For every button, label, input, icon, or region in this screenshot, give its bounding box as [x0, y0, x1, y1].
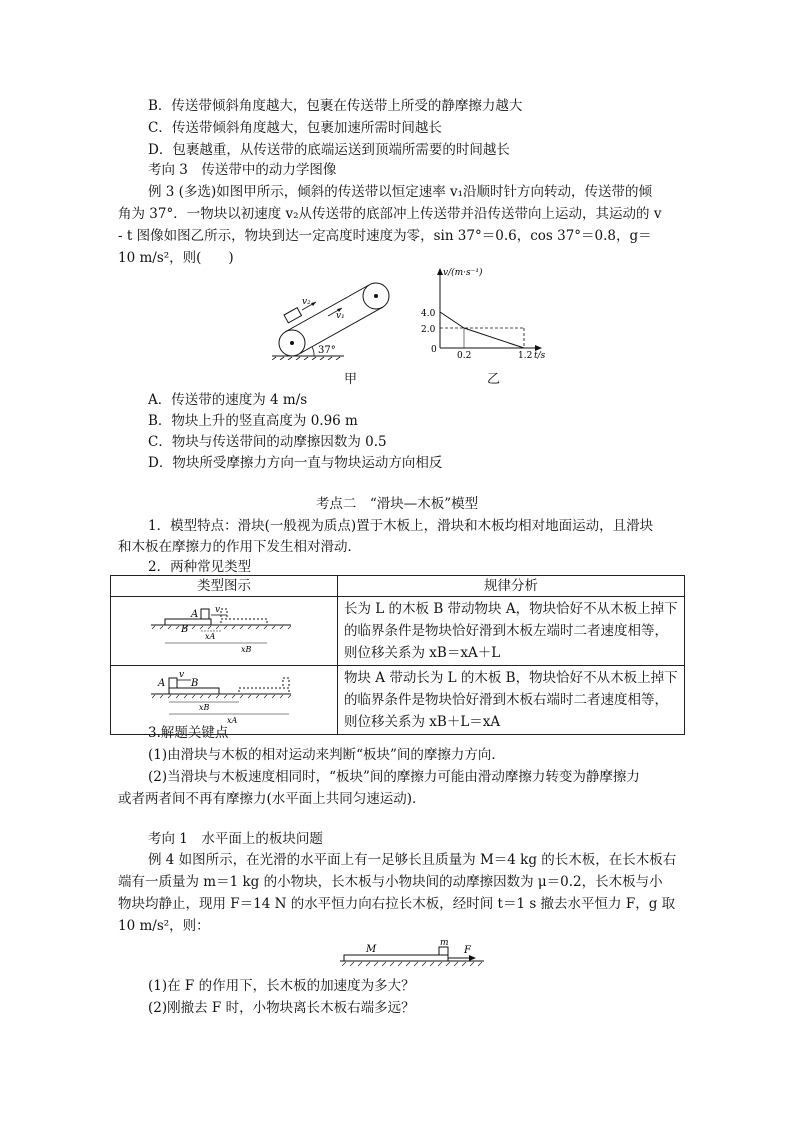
text-line: 3.解题关键点: [148, 725, 229, 741]
table-rule-cell: 物块 A 带动长为 L 的木板 B，物块恰好不从木板上掉下的临界条件是物块恰好滑到木板右端时二者速度相等，则位移关系为 xB＋L＝xA: [338, 666, 685, 735]
figure-yi-caption: 乙: [487, 372, 501, 387]
text-line: 考点二 “滑块—木板”模型: [315, 496, 479, 512]
table-diagram-cell: [111, 666, 338, 735]
table-header-rule: 规律分析: [338, 576, 685, 597]
block-a-label: A: [191, 609, 199, 620]
xa-label: xA: [205, 632, 216, 641]
board-b-label: B: [191, 678, 199, 689]
text-line: 例 4 如图所示，在光滑的水平面上有一足够长且质量为 M＝4 kg 的长木板，在长木板右: [148, 852, 677, 868]
board-mass-label: M: [366, 944, 377, 955]
text-line: 端有一质量为 m＝1 kg 的小物块，长木板与小物块间的动摩擦因数为 μ＝0.2，长木板与小: [118, 874, 663, 890]
text-line: C．传送带倾斜角度越大，包裹加速所需时间越长: [148, 120, 442, 136]
table-header-diagram: 类型图示: [111, 576, 338, 597]
text-line: (2)当滑块与木板速度相同时，“板块”间的摩擦力可能由滑动摩擦力转变为静摩擦力: [148, 769, 640, 785]
board-block-force-figure: [340, 935, 490, 969]
xa-label: xA: [227, 716, 238, 725]
v1-label: v₁: [336, 311, 345, 321]
board-drives-block-diagram: [111, 597, 337, 657]
text-line: 考向 3 传送带中的动力学图像: [148, 162, 337, 178]
velocity-label: v: [179, 670, 185, 680]
velocity-label: v: [215, 605, 221, 615]
text-line: (2)刚撤去 F 时，小物块离长木板右端多远？: [148, 1000, 415, 1016]
text-line: B．物块上升的竖直高度为 0.96 m: [148, 413, 358, 429]
block-a-label: A: [158, 678, 166, 689]
conveyor-belt-figure: [272, 276, 402, 360]
text-line: 和木板在摩擦力的作用下发生相对滑动．: [118, 539, 361, 555]
table-rule-cell: 长为 L 的木板 B 带动物块 A，物块恰好不从木板上掉下的临界条件是物块恰好滑到木板左端时二者速度相等，则位移关系为 xB＝xA＋L: [338, 597, 685, 666]
table-diagram-cell: [111, 597, 338, 666]
vt-graph-figure: [420, 264, 550, 364]
text-line: 角为 37°．一物块以初速度 v₂从传送带的底部冲上传送带并沿传送带向上运动，其运动的 v: [118, 206, 662, 222]
graph-tick-y-2: 2.0: [421, 325, 436, 335]
text-line: D．物块所受摩擦力方向一直与物块运动方向相反: [148, 455, 443, 471]
text-line: 1．模型特点：滑块(一般视为质点)置于木板上，滑块和木板均相对地面运动，且滑块: [148, 518, 654, 534]
table-row: [111, 597, 685, 666]
text-line: 或者两者间不再有摩擦力(水平面上共同匀速运动)．: [118, 791, 426, 807]
text-line: 10 m/s²，则( ): [118, 250, 234, 266]
text-line: 考向 1 水平面上的板块问题: [148, 831, 323, 847]
figure-jia-caption: 甲: [344, 372, 358, 387]
board-b-label: B: [181, 624, 189, 635]
text-line: - t 图像如图乙所示，物块到达一定高度时速度为零，sin 37°＝0.6，cos 37°＝0.8，g＝: [118, 228, 652, 244]
text-line: 例 3 (多选)如图甲所示，倾斜的传送带以恒定速率 v₁沿顺时针方向转动，传送带的倾: [148, 184, 653, 200]
graph-origin: 0: [431, 345, 437, 355]
text-line: D．包裹越重，从传送带的底端运送到顶端所需要的时间越长: [148, 142, 510, 158]
text-line: C．物块与传送带间的动摩擦因数为 0.5: [148, 434, 387, 450]
graph-xlabel: t/s: [534, 351, 546, 361]
text-line: (1)由滑块与木板的相对运动来判断“板块”间的摩擦力方向．: [148, 747, 505, 763]
text-line: A．传送带的速度为 4 m/s: [148, 392, 308, 408]
graph-tick-x-02: 0.2: [457, 351, 472, 361]
text-line: 物块均静止，现用 F＝14 N 的水平恒力向右拉长木板，经时间 t＝1 s 撤去水平恒力 F，g 取: [118, 896, 676, 912]
text-line: (1)在 F 的作用下，长木板的加速度为多大？: [148, 978, 415, 994]
block-drives-board-diagram: [111, 666, 337, 726]
xb-label: xB: [241, 645, 252, 654]
angle-label: 37°: [318, 345, 336, 356]
text-line: B．传送带倾斜角度越大，包裹在传送带上所受的静摩擦力越大: [148, 98, 523, 114]
text-line: 2．两种常见类型: [148, 559, 252, 575]
graph-tick-x-12: 1.2: [518, 351, 533, 361]
table-row: [111, 666, 685, 735]
xb-label: xB: [199, 703, 210, 712]
force-label: F: [464, 945, 471, 956]
v2-label: v₂: [302, 297, 311, 307]
model-type-table: [110, 575, 685, 735]
graph-ylabel: v/(m·s⁻¹): [443, 268, 483, 278]
block-mass-label: m: [440, 938, 449, 948]
graph-tick-y-4: 4.0: [421, 309, 436, 319]
text-line: 10 m/s²，则：: [118, 918, 210, 934]
